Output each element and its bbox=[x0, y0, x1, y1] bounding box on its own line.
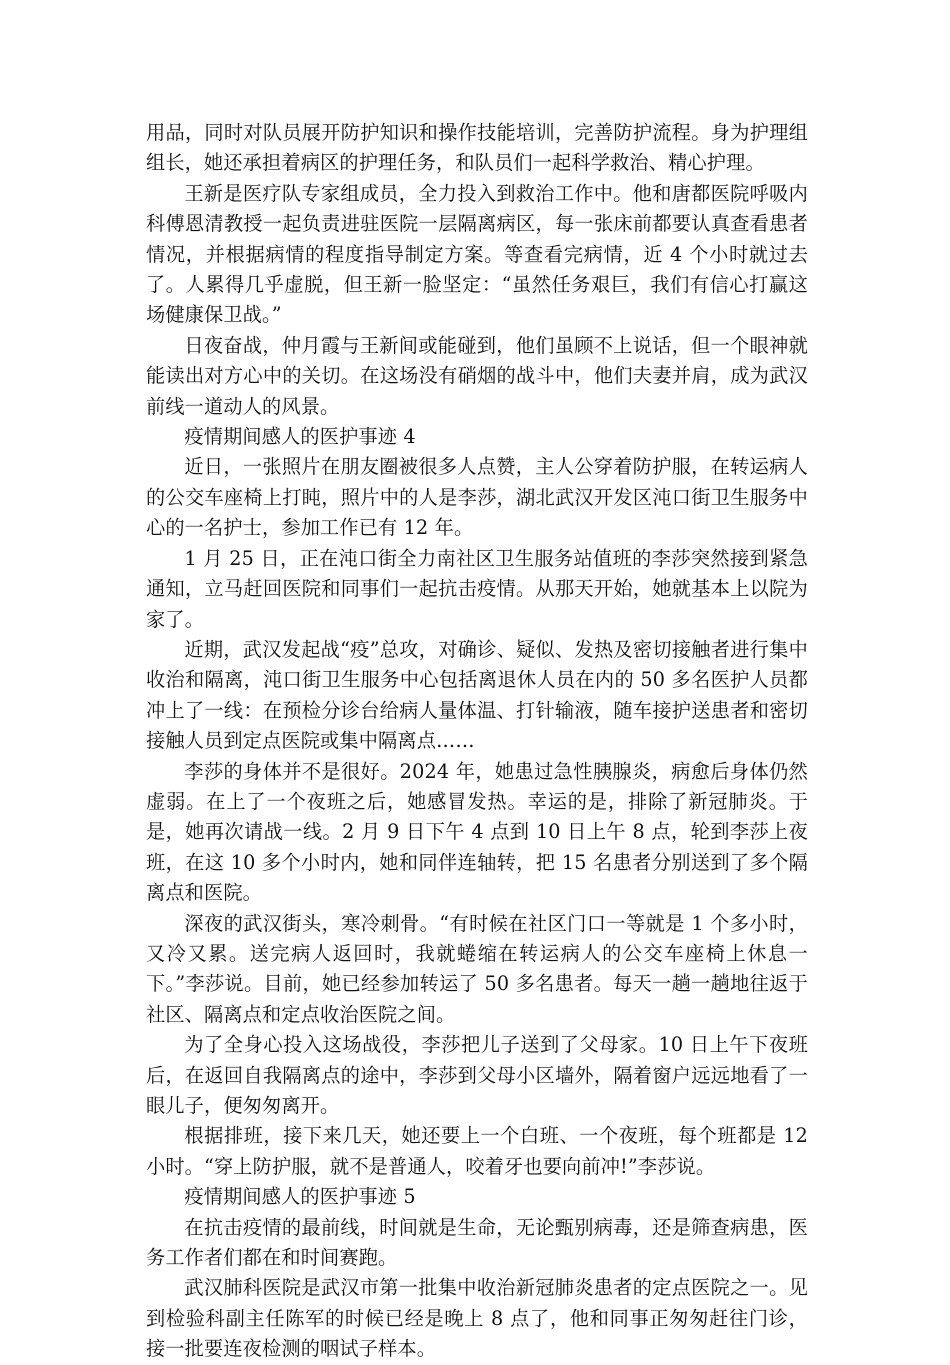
paragraph-6: 1 月 25 日，正在沌口街全力南社区卫生服务站值班的李莎突然接到紧急通知，立马赶回医院和同事们一起抗击疫情。从那天开始，她就基本上以院为家了。 bbox=[146, 546, 808, 631]
paragraph-5: 近日，一张照片在朋友圈被很多人点赞，主人公穿着防护服，在转运病人的公交车座椅上打盹，照片中的人是李莎，湖北武汉开发区沌口街卫生服务中心的一名护士，参加工作已有 12 年。 bbox=[146, 455, 808, 540]
paragraph-8: 李莎的身体并不是很好。2024 年，她患过急性胰腺炎，病愈后身体仍然虚弱。在上了一个夜班之后，她感冒发热。幸运的是，排除了新冠肺炎。于是，她再次请战一线。2 月 9 日下午 4 点到 10 日上午 8 点，轮到李莎上夜班，在这 10 多个小时内，她和同伴连轴转，把 15 名患者分别送到了多个隔离点和医院。 bbox=[146, 759, 808, 905]
paragraph-9: 深夜的武汉街头，寒冷刺骨。“有时候在社区门口一等就是 1 个多小时，又冷又累。送完病人返回时，我就蜷缩在转运病人的公交车座椅上休息一下。”李莎说。目前，她已经参加转运了 50 多名患者。每天一趟一趟地往返于社区、隔离点和定点收治医院之间。 bbox=[146, 911, 808, 1026]
paragraph-7: 近期，武汉发起战“疫”总攻，对确诊、疑似、发热及密切接触者进行集中收治和隔离，沌口街卫生服务中心包括离退休人员在内的 50 多名医护人员都冲上了一线：在预检分诊台给病人量体温、打针输液，随车接护送患者和密切接触人员到定点医院或集中隔离点…… bbox=[146, 637, 808, 753]
paragraph-14: 武汉肺科医院是武汉市第一批集中收治新冠肺炎患者的定点医院之一。见到检验科副主任陈军的时候已经是晚上 8 点了，他和同事正匆匆赶往门诊，接一批要连夜检测的咽试子样本。 bbox=[146, 1276, 808, 1361]
paragraph-13: 在抗击疫情的最前线，时间就是生命，无论甄别病毒，还是筛查病患，医务工作者们都在和时间赛跑。 bbox=[146, 1215, 808, 1270]
paragraph-11: 根据排班，接下来几天，她还要上一个白班、一个夜班，每个班都是 12 小时。“穿上防护服，就不是普通人，咬着牙也要向前冲!”李莎说。 bbox=[146, 1124, 808, 1178]
paragraph-2: 王新是医疗队专家组成员，全力投入到救治工作中。他和唐都医院呼吸内科傅恩清教授一起负责进驻医院一层隔离病区，每一张床前都要认真查看患者情况，并根据病情的程度指导制定方案。等查看完病情，近 4 个小时就过去了。人累得几乎虚脱，但王新一脸坚定：“虽然任务艰巨，我们有信心打赢这场健康保卫战。” bbox=[146, 181, 808, 327]
paragraph-1: 用品，同时对队员展开防护知识和操作技能培训，完善防护流程。身为护理组组长，她还承担着病区的护理任务，和队员们一起科学救治、精心护理。 bbox=[146, 121, 808, 175]
section-heading-5: 疫情期间感人的医护事迹 5 bbox=[184, 1185, 416, 1209]
paragraph-10: 为了全身心投入这场战役，李莎把儿子送到了父母家。10 日上午下夜班后，在返回自我隔离点的途中，李莎到父母小区墙外，隔着窗户远远地看了一眼儿子，便匆匆离开。 bbox=[146, 1033, 808, 1117]
document-body bbox=[146, 118, 808, 1365]
section-heading-4: 疫情期间感人的医护事迹 4 bbox=[184, 425, 416, 449]
paragraph-3: 日夜奋战，仲月霞与王新间或能碰到，他们虽顾不上说话，但一个眼神就能读出对方心中的关切。在这场没有硝烟的战斗中，他们夫妻并肩，成为武汉前线一道动人的风景。 bbox=[146, 333, 808, 418]
